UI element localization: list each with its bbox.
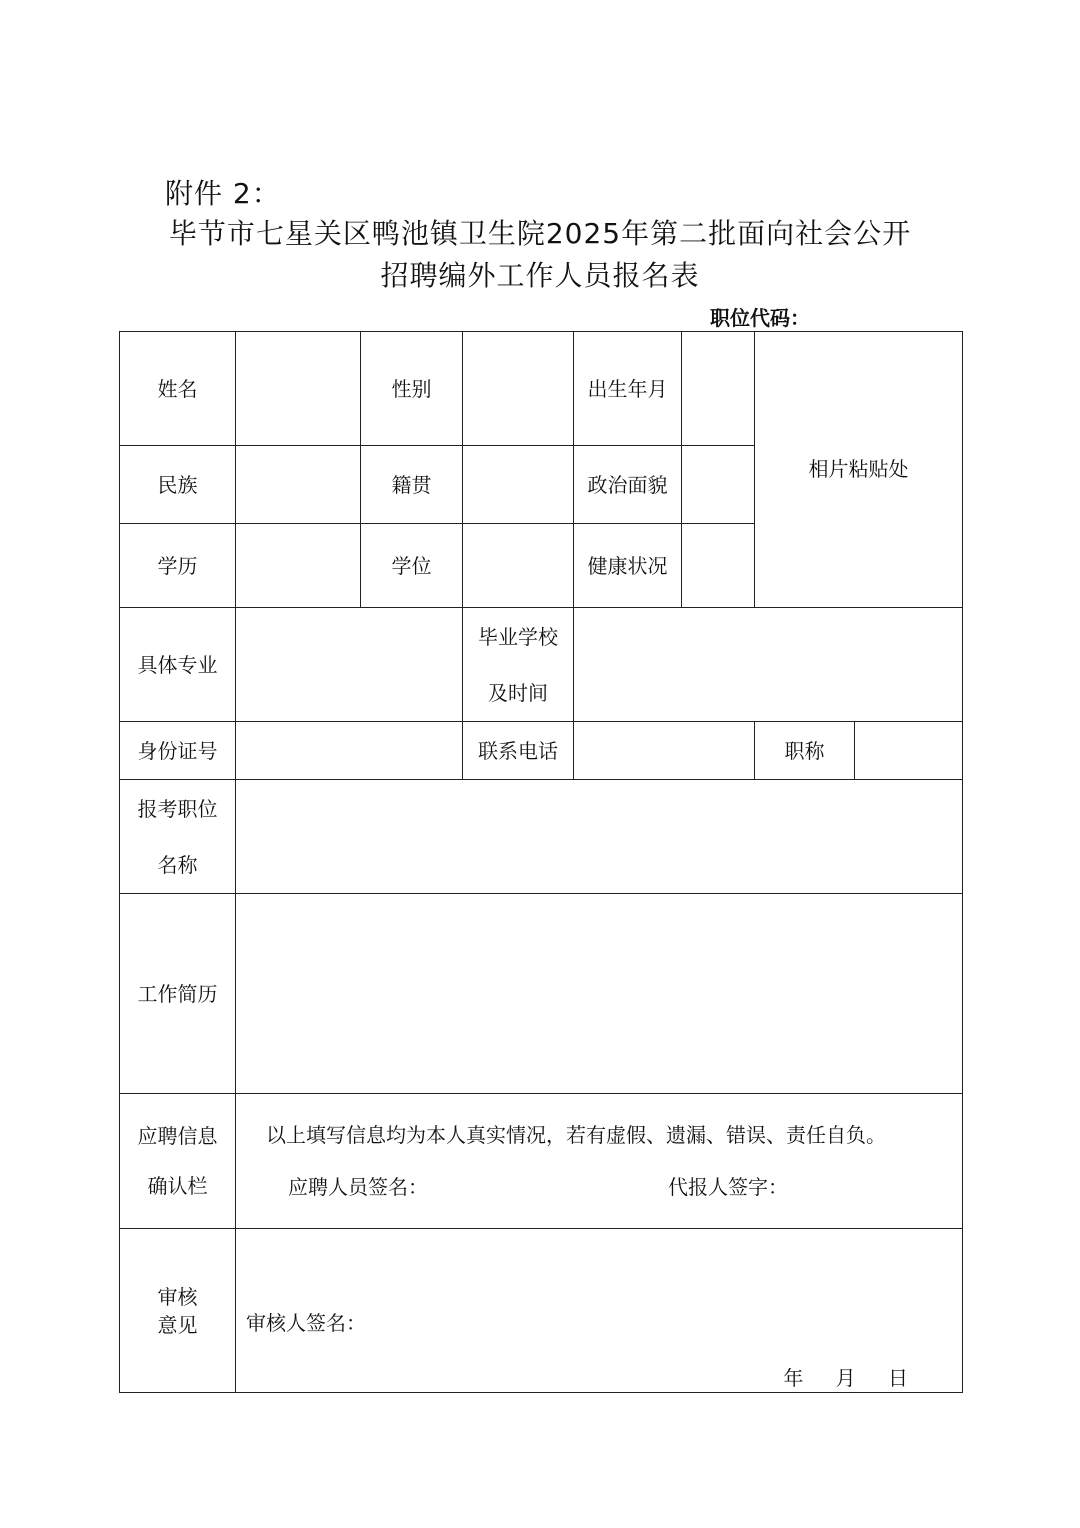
applicant-sign-label: 应聘人员签名： [288,1175,428,1199]
month-label: 月 [835,1366,856,1390]
native-place-label: 籍贯 [361,446,463,524]
major-field[interactable] [236,608,463,722]
birth-field[interactable] [682,332,755,446]
id-number-field[interactable] [236,722,463,780]
phone-label: 联系电话 [463,722,574,780]
applied-position-line-1: 报考职位 [137,796,218,821]
applied-position-field[interactable] [236,780,963,894]
review-label-line-2: 意见 [157,1312,198,1337]
name-field[interactable] [236,332,361,446]
day-label: 日 [888,1366,909,1390]
review-label-line-1: 审核 [157,1284,198,1309]
photo-label: 相片粘贴处 [808,457,909,481]
ethnicity-label: 民族 [120,446,236,524]
title-label: 职称 [755,722,855,780]
degree-label: 学位 [361,524,463,608]
review-date [757,1366,908,1390]
health-label: 健康状况 [574,524,682,608]
position-code-label: 职位代码： [710,306,810,330]
name-label: 姓名 [120,332,236,446]
confirm-statement: 以上填写信息均为本人真实情况，若有虚假、遗漏、错误、责任自负。 [266,1123,886,1147]
confirm-field[interactable] [236,1094,963,1229]
school-field[interactable] [574,608,963,722]
education-label: 学历 [120,524,236,608]
reviewer-sign-label: 审核人签名： [246,1311,366,1335]
review-label [120,1229,236,1393]
work-history-label: 工作简历 [120,894,236,1094]
confirm-label [120,1094,236,1229]
gender-label: 性别 [361,332,463,446]
registration-form-table [119,331,963,1393]
birth-label: 出生年月 [574,332,682,446]
political-label: 政治面貌 [574,446,682,524]
gender-field[interactable] [463,332,574,446]
title-field[interactable] [855,722,963,780]
review-field[interactable] [236,1229,963,1393]
confirm-label-line-1: 应聘信息 [137,1124,218,1148]
year-label: 年 [783,1366,804,1390]
phone-field[interactable] [574,722,755,780]
attachment-label: 附件 2： [165,177,281,210]
applied-position-label [120,780,236,894]
signature-row [266,1175,962,1199]
id-number-label: 身份证号 [120,722,236,780]
native-place-field[interactable] [463,446,574,524]
school-label-line-1: 毕业学校 [478,624,558,649]
school-label-line-2: 及时间 [488,680,548,705]
school-label [463,608,574,722]
proxy-sign-label: 代报人签字： [668,1175,788,1199]
degree-field[interactable] [463,524,574,608]
confirm-label-line-2: 确认栏 [147,1174,208,1198]
political-field[interactable] [682,446,755,524]
work-history-field[interactable] [236,894,963,1094]
education-field[interactable] [236,524,361,608]
form-title-line-1: 毕节市七星关区鸭池镇卫生院2025年第二批面向社会公开 [168,217,912,250]
form-title-line-2: 招聘编外工作人员报名表 [380,259,700,292]
photo-area[interactable] [755,332,963,608]
health-field[interactable] [682,524,755,608]
major-label: 具体专业 [120,608,236,722]
applied-position-line-2: 名称 [157,852,198,877]
ethnicity-field[interactable] [236,446,361,524]
